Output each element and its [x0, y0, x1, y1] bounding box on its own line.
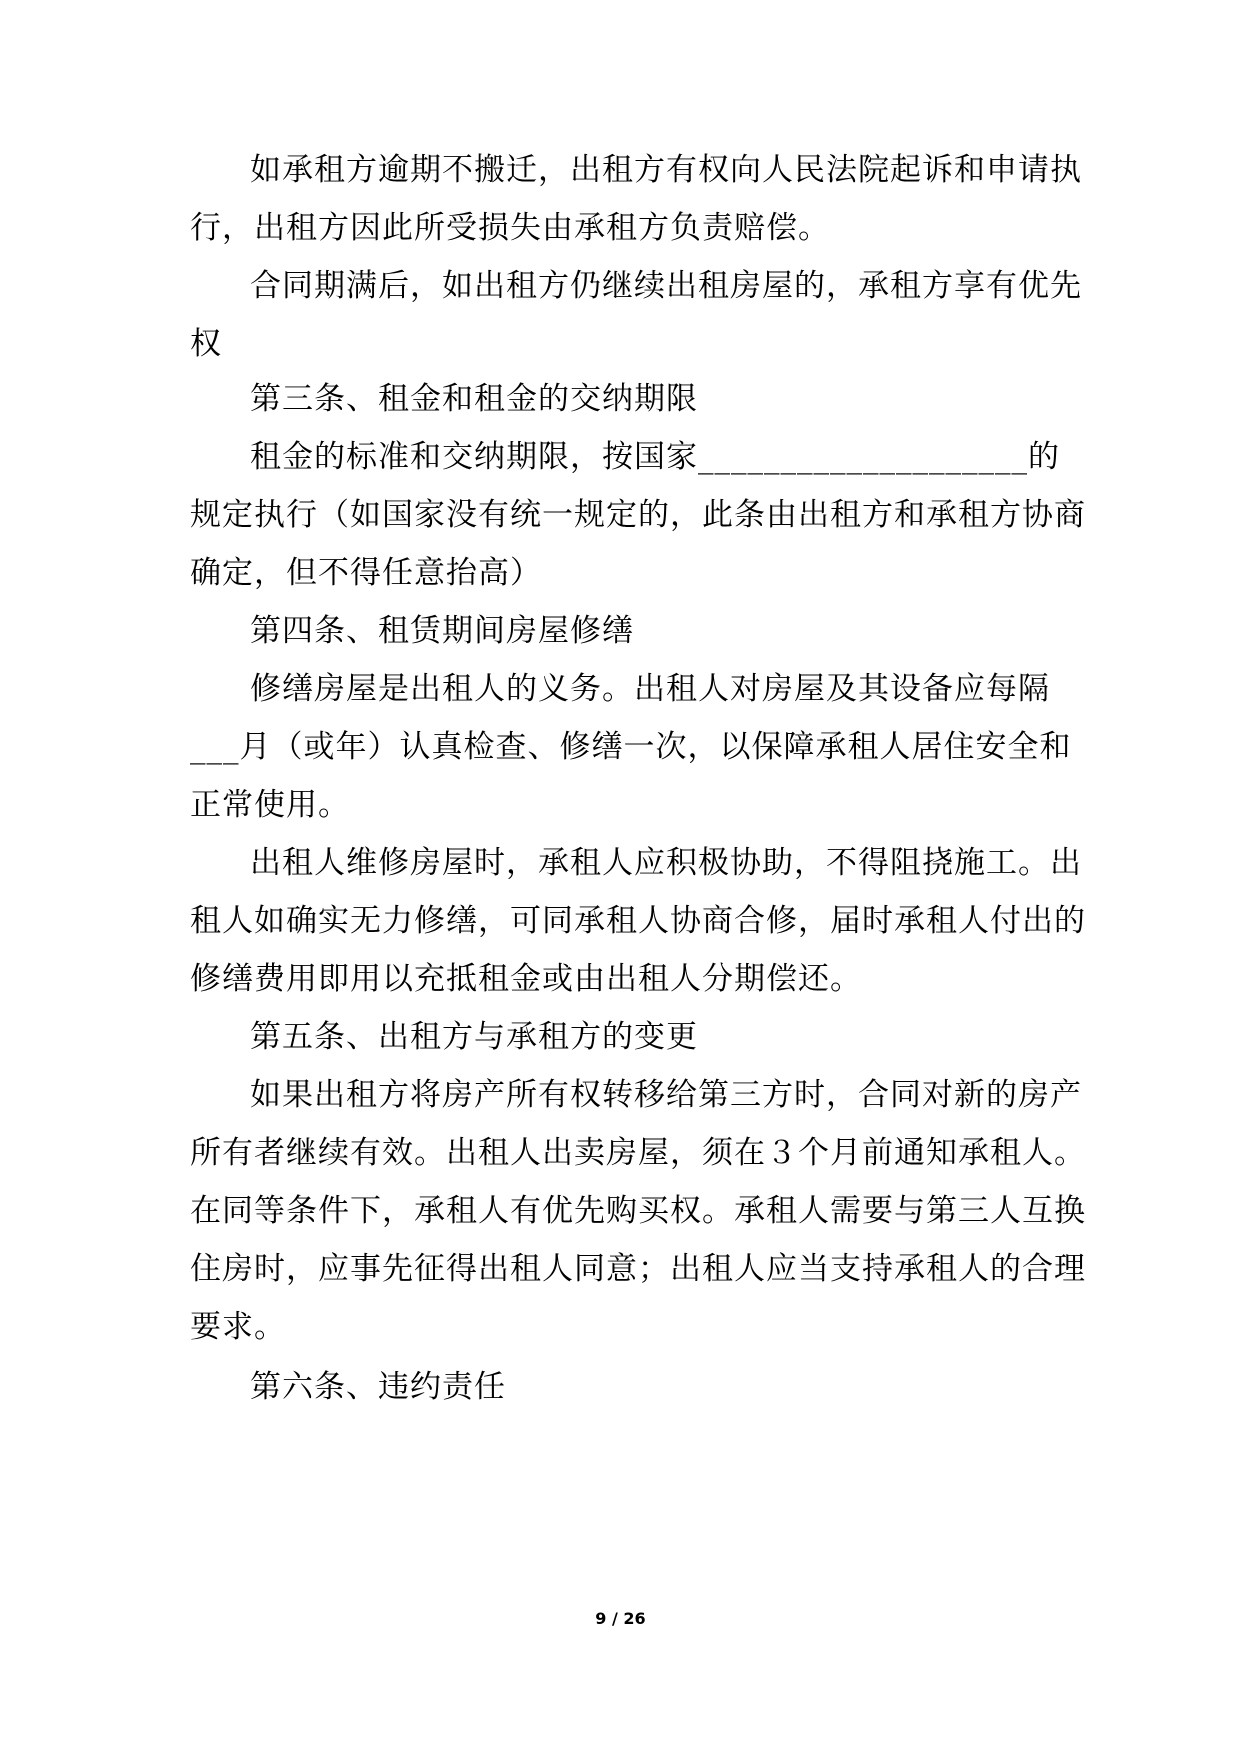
paragraph-line: 租人如确实无力修缮，可同承租人协商合修，届时承租人付出的 [190, 903, 1086, 939]
paragraph-line: 确定，但不得任意抬高） [190, 555, 542, 591]
paragraph-line: ___月（或年）认真检查、修缮一次，以保障承租人居住安全和 [190, 729, 1072, 765]
paragraph-line: 租金的标准和交纳期限，按国家____________________的 [250, 439, 1060, 475]
paragraph-line: 要求。 [190, 1309, 286, 1345]
paragraph-line: 行，出租方因此所受损失由承租方负责赔偿。 [190, 210, 830, 246]
paragraph-line: 修缮房屋是出租人的义务。出租人对房屋及其设备应每隔 [250, 671, 1050, 707]
section-heading: 第五条、出租方与承租方的变更 [250, 1019, 698, 1055]
paragraph-line: 如果出租方将房产所有权转移给第三方时，合同对新的房产 [250, 1077, 1082, 1113]
paragraph-line: 修缮费用即用以充抵租金或由出租人分期偿还。 [190, 961, 862, 997]
section-heading: 第四条、租赁期间房屋修缮 [250, 613, 634, 649]
paragraph-line: 如承租方逾期不搬迁，出租方有权向人民法院起诉和申请执 [250, 152, 1082, 188]
section-heading: 第三条、租金和租金的交纳期限 [250, 381, 698, 417]
paragraph-line: 在同等条件下，承租人有优先购买权。承租人需要与第三人互换 [190, 1193, 1086, 1229]
paragraph-line: 权 [190, 326, 222, 362]
paragraph-line: 规定执行（如国家没有统一规定的，此条由出租方和承租方协商 [190, 497, 1086, 533]
paragraph-line: 正常使用。 [190, 787, 350, 823]
paragraph-line: 所有者继续有效。出租人出卖房屋，须在３个月前通知承租人。 [190, 1135, 1086, 1171]
paragraph-line: 住房时，应事先征得出租人同意；出租人应当支持承租人的合理 [190, 1251, 1086, 1287]
paragraph-line: 出租人维修房屋时，承租人应积极协助，不得阻挠施工。出 [250, 845, 1082, 881]
page-number: 9 / 26 [595, 1609, 646, 1628]
paragraph-line: 合同期满后，如出租方仍继续出租房屋的，承租方享有优先 [250, 268, 1082, 304]
section-heading: 第六条、违约责任 [250, 1369, 506, 1405]
